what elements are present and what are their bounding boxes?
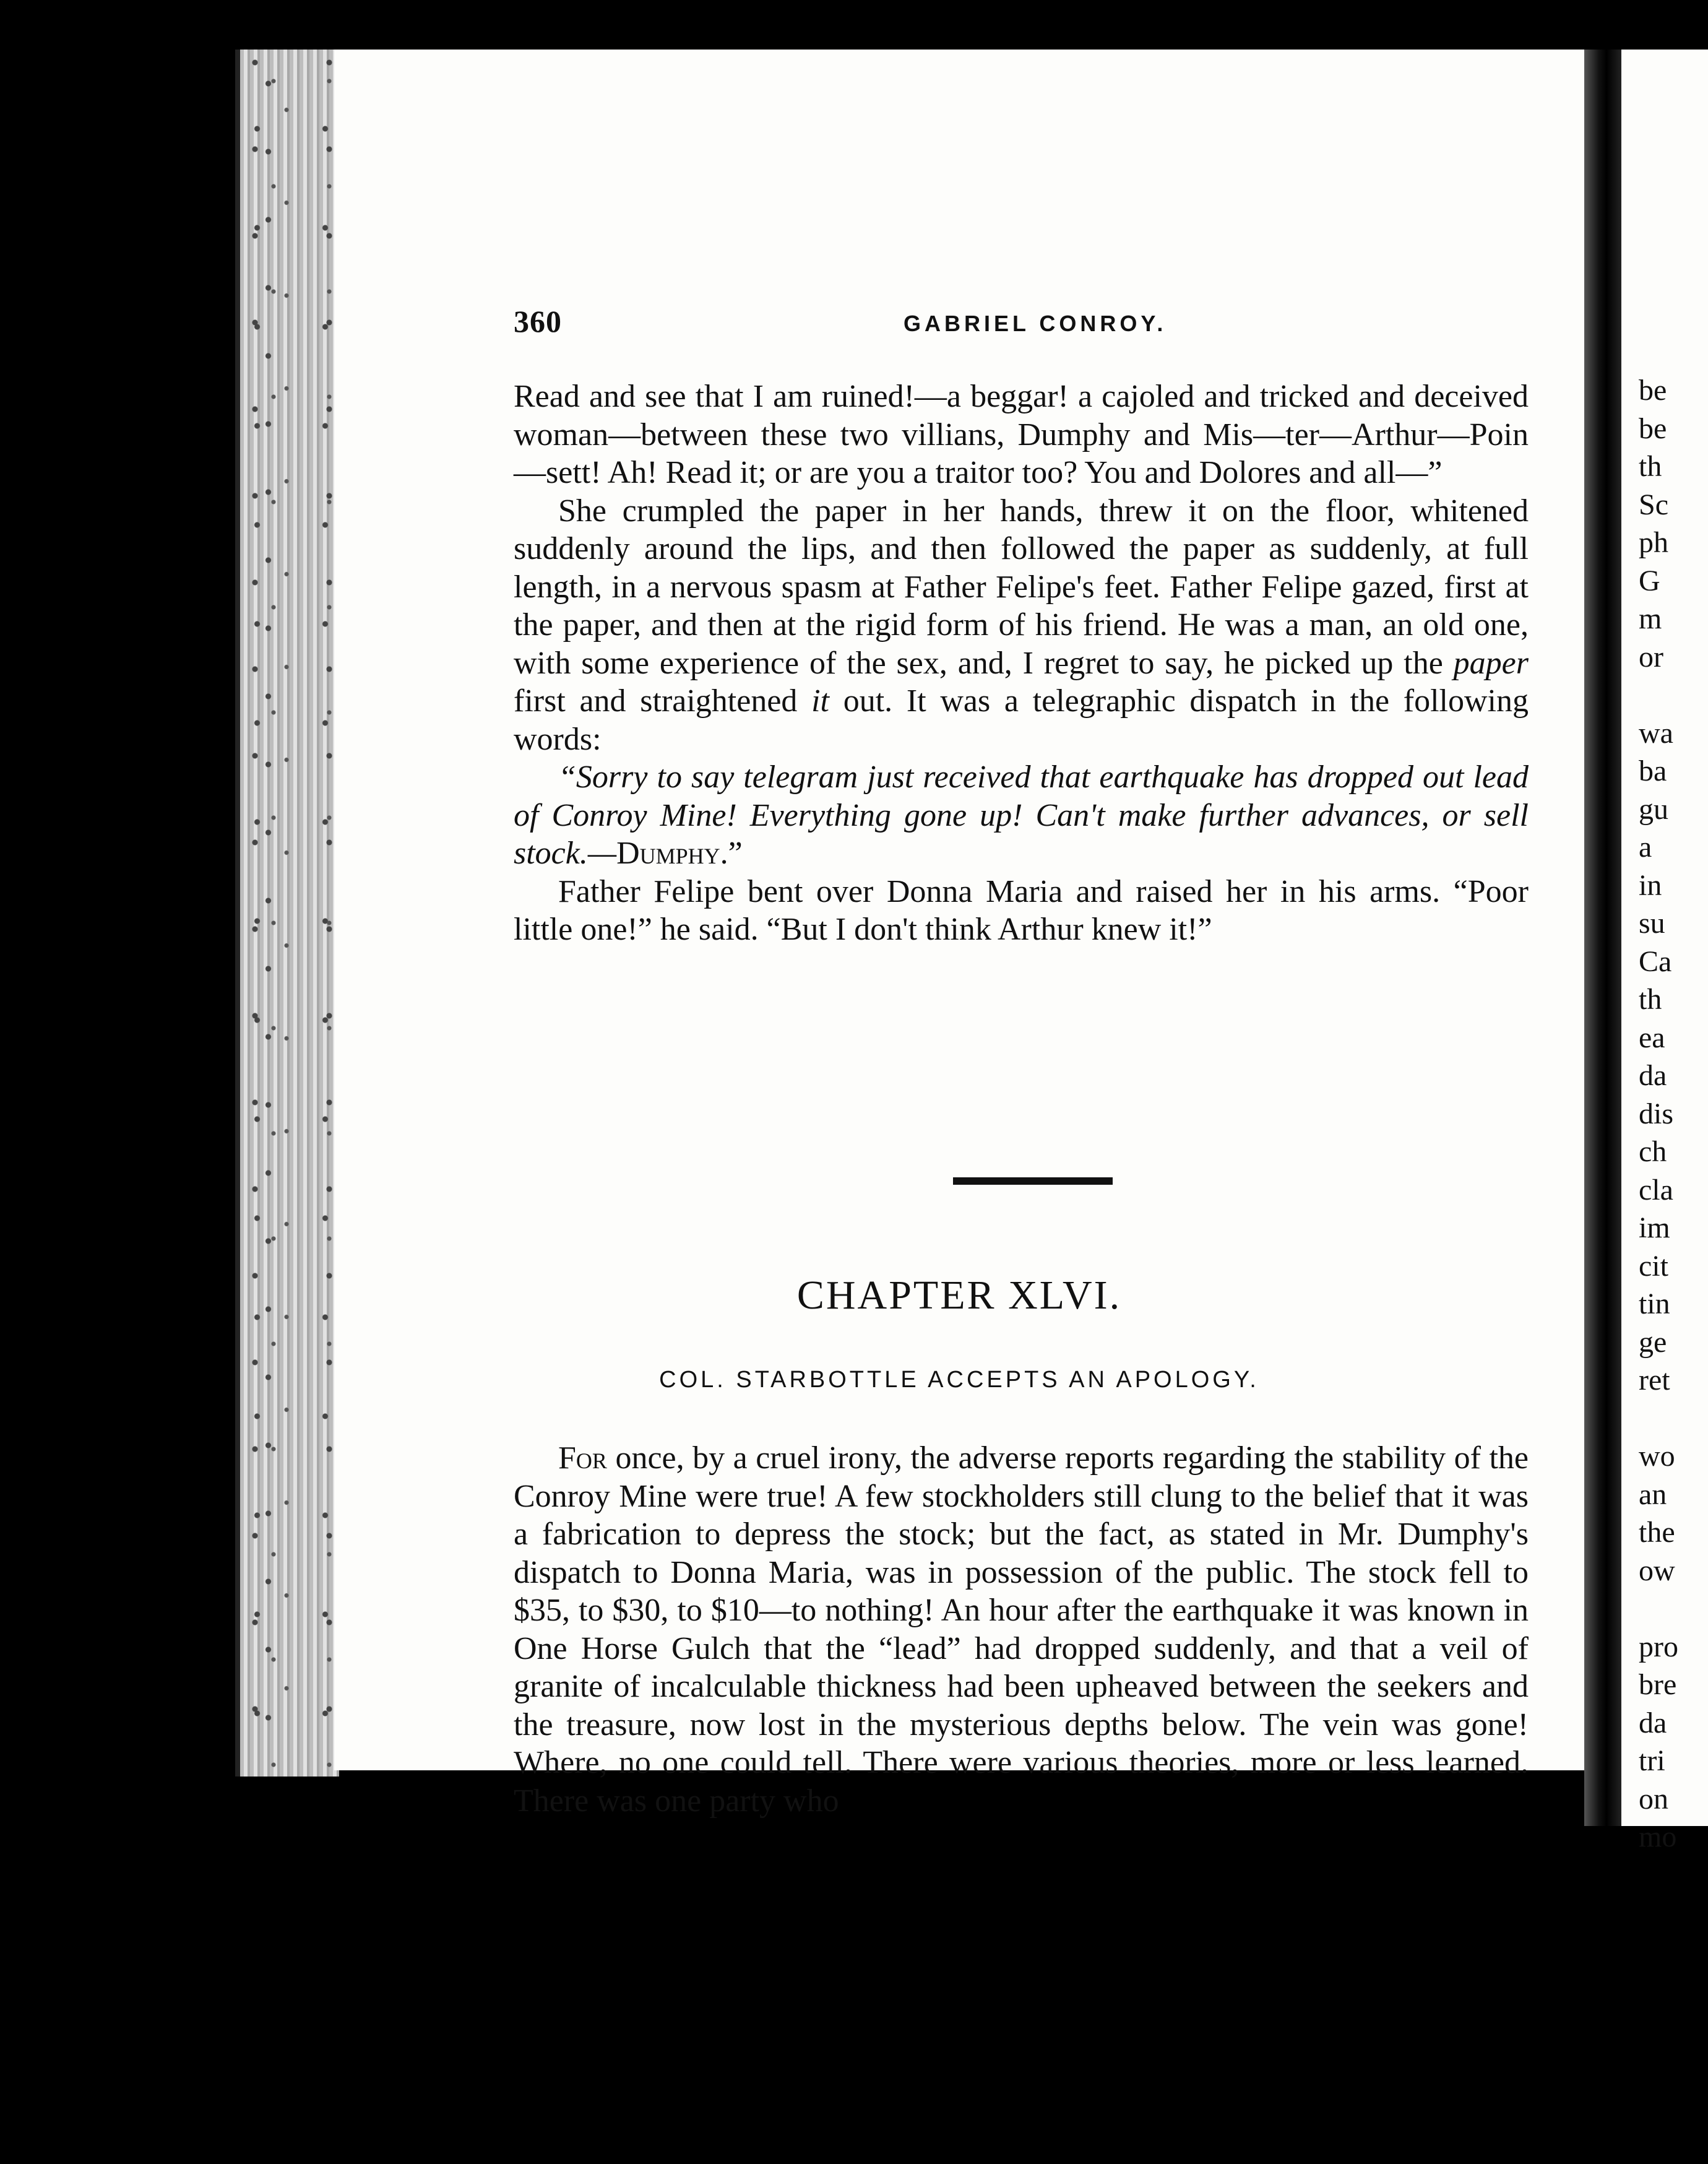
paragraph-mine-body: once, by a cruel irony, the adverse reports regarding the stability of the Conroy Mine were true! A few stockholders still clung to the belief that it was a fabrication to depress the stock; but the fact, as stated in Mr. Dumphy's dispatch to Donna Maria, was in possession of the public. The stock fell to $35, to $30, to $10—to nothing! An hour after the earthquake it was known in One Horse Gulch that the “lead” had dropped suddenly, and that a veil of granite of incalculable thickness had been upheaved between the seekers and the treasure, now lost in the mysterious depths below. The vein was gone! Where, no one could tell. There were various theories, more or less learned. There was one party who — [514, 1440, 1529, 1819]
gutter-shadow — [1584, 50, 1621, 1826]
book-page — [334, 50, 1584, 1819]
page-edge — [235, 50, 339, 1777]
top-text — [514, 378, 1529, 949]
paragraph-mine — [514, 1439, 1529, 1820]
running-head — [514, 303, 1516, 353]
paragraph-spasm — [514, 492, 1529, 759]
facing-page-fragments: be be th Sc ph G m or wa ba gu a in su Ca th ea da dis ch cla im cit tin ge ret wo an the ow pro bre da tri on mo — [1639, 374, 1678, 1853]
telegram-quote — [514, 758, 1529, 873]
chapter-text — [514, 1439, 1529, 1820]
opening-word: For — [558, 1440, 607, 1476]
telegram-signature: Dumphy. — [616, 836, 728, 871]
section-rule — [953, 1177, 1113, 1185]
italic-paper: paper — [1453, 645, 1529, 681]
chapter-subtitle: COL. STARBOTTLE ACCEPTS AN APOLOGY. — [659, 1367, 1259, 1393]
book-title: GABRIEL CONROY. — [904, 311, 1167, 336]
page-number: 360 — [514, 304, 562, 339]
paragraph-felipe: Father Felipe bent over Donna Maria and raised her in his arms. “Poor little one!” he said. “But I don't think Arthur knew it!” — [514, 873, 1529, 947]
italic-it: it — [811, 683, 830, 719]
telegram-text: “Sorry to say telegram just received that earthquake has dropped out lead of Conroy Mine! Everything gone up! Can't make further advances, or sell stock.— — [514, 760, 1529, 871]
chapter-title: CHAPTER XLVI. — [796, 1273, 1122, 1318]
paragraph-outburst: Read and see that I am ruined!—a beggar! a cajoled and tricked and deceived woman—between these two villians, Dumphy and Mis—ter—Arthur—Poin—sett! Ah! Read it; or are you a traitor too? You and Dolores and all—” — [514, 379, 1529, 490]
telegram-close: ” — [728, 836, 743, 871]
paragraph-spasm-part: She crumpled the paper in her hands, threw it on the floor, whitened suddenly around the lips, and then followed the paper as suddenly, at full length, in a nervous spasm at Father Felipe's feet. Father Felipe gazed, first at the paper, and then at the rigid form of his friend. He was a man, an old one, with some experience of the sex, and, I regret to say, he picked up the — [514, 493, 1529, 681]
facing-page — [1621, 50, 1708, 1853]
paragraph-spasm-part: out. It was a telegraphic dispatch in the following words: — [514, 683, 1529, 757]
paragraph-spasm-part: first and straightened — [514, 683, 812, 719]
